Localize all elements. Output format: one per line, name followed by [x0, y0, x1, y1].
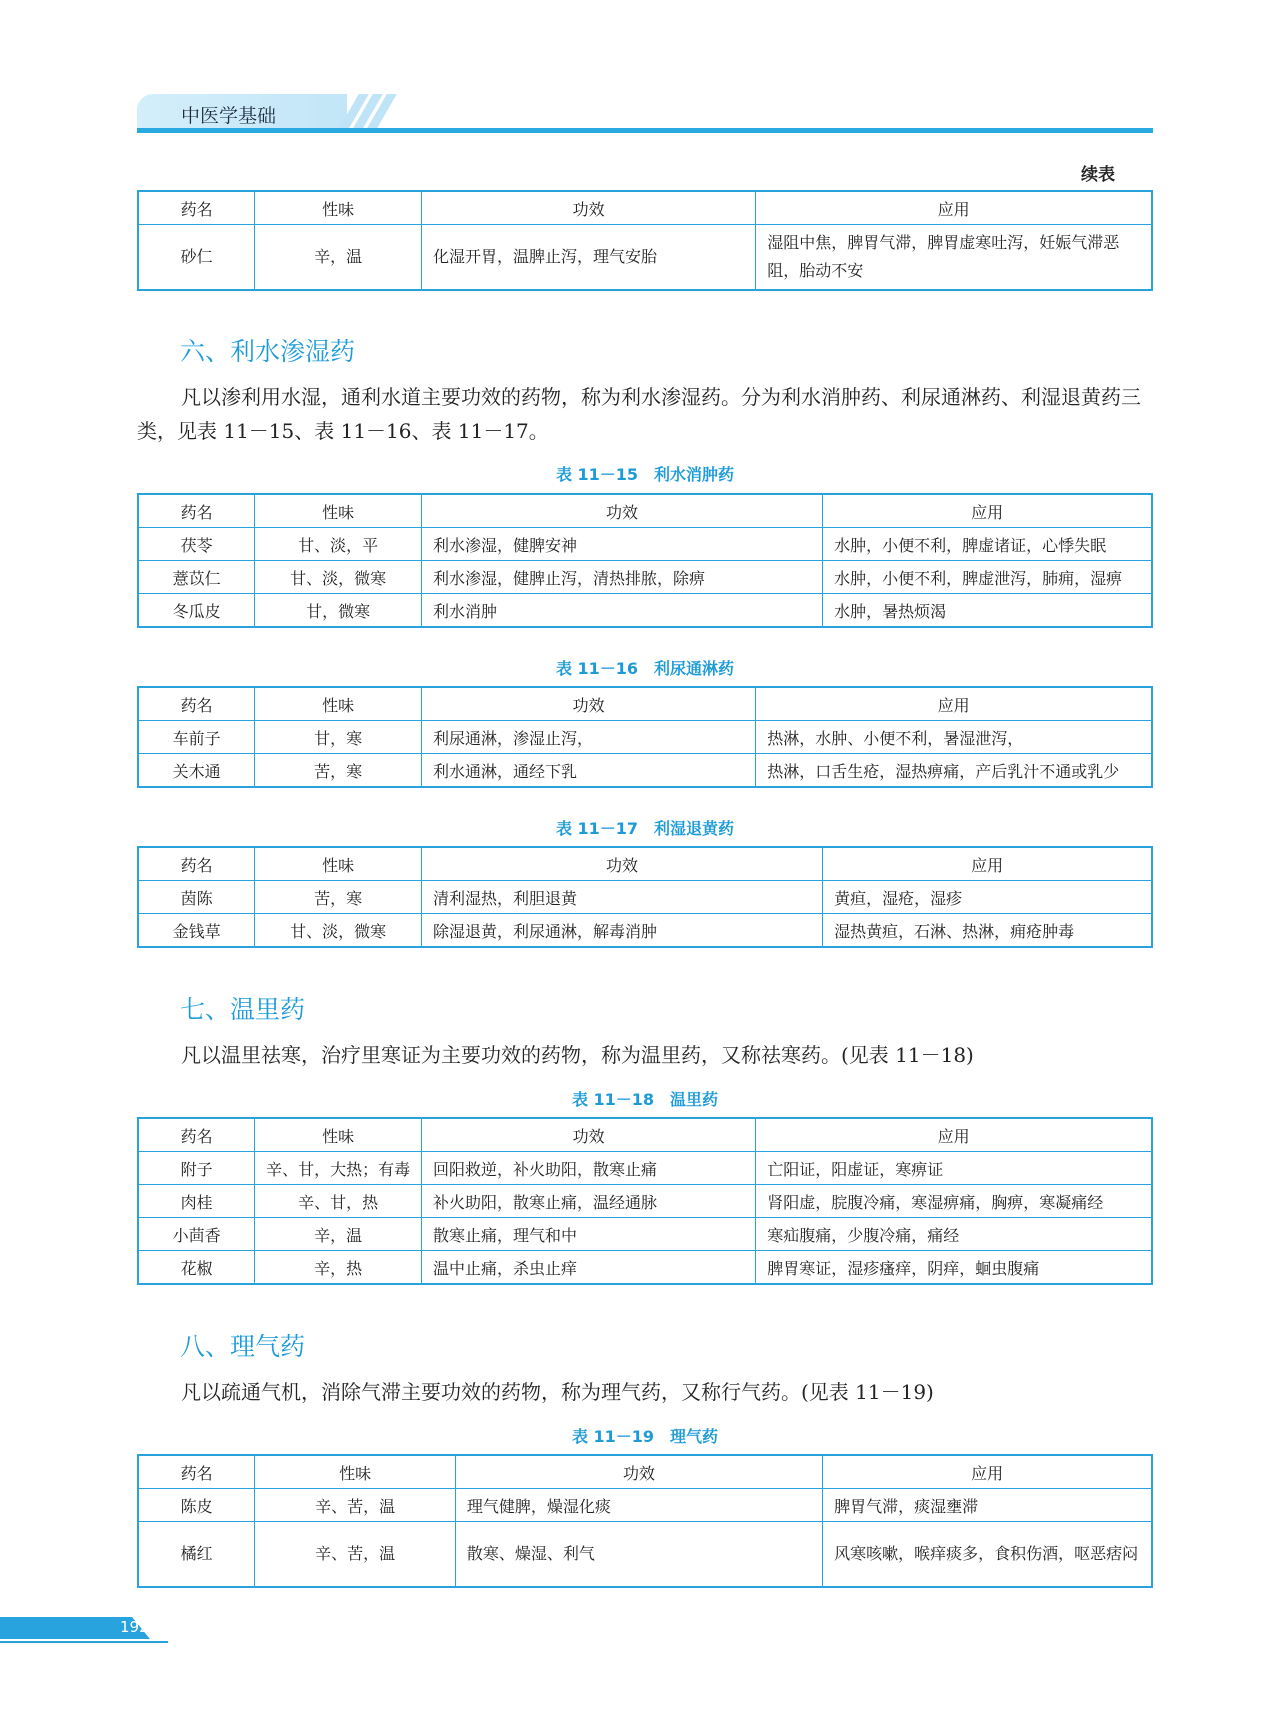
col-header-name: 药名 [138, 191, 255, 225]
table-row [138, 754, 1152, 788]
section-heading: 七、温里药 [180, 995, 306, 1024]
section-heading: 八、理气药 [180, 1332, 306, 1361]
section-paragraph: 凡以温里祛寒，治疗里寒证为主要功效的药物，称为温里药，又称祛寒药。(见表 11－18) [181, 1043, 974, 1067]
cell-name: 小茴香 [138, 1218, 255, 1251]
cell-nature: 辛、苦，温 [255, 1522, 456, 1588]
running-header [137, 94, 1153, 134]
cell-effect: 散寒、燥湿、利气 [455, 1522, 822, 1588]
cell-name: 陈皮 [138, 1489, 255, 1522]
table-row [138, 1185, 1152, 1218]
col-header-nature: 性味 [255, 847, 422, 881]
table-11-15 [137, 493, 1153, 628]
page-number: 192 [120, 1618, 149, 1636]
col-header-nature: 性味 [255, 494, 422, 528]
col-header-effect: 功效 [421, 687, 755, 721]
cell-effect: 利水渗湿，健脾安神 [421, 528, 822, 561]
page-number-tab [0, 1617, 160, 1639]
cell-nature: 甘、淡，平 [255, 528, 422, 561]
col-header-usage: 应用 [823, 847, 1152, 881]
cell-nature: 甘、淡，微寒 [255, 914, 422, 948]
page-number-rule [0, 1641, 168, 1643]
book-title: 中医学基础 [181, 105, 277, 127]
cell-effect: 利水渗湿，健脾止泻，清热排脓，除痹 [421, 561, 822, 594]
cell-usage: 湿热黄疸，石淋、热淋，痈疮肿毒 [823, 914, 1152, 948]
cell-name: 金钱草 [138, 914, 255, 948]
table-row [138, 1489, 1152, 1522]
cell-usage: 水肿，暑热烦渴 [823, 594, 1152, 628]
col-header-name: 药名 [138, 494, 255, 528]
col-header-effect: 功效 [455, 1455, 822, 1489]
cell-effect: 温中止痛，杀虫止痒 [421, 1251, 755, 1285]
cell-nature: 甘，微寒 [255, 594, 422, 628]
cell-usage: 湿阻中焦，脾胃气滞，脾胃虚寒吐泻，妊娠气滞恶阻，胎动不安 [756, 225, 1152, 291]
cell-name: 薏苡仁 [138, 561, 255, 594]
col-header-usage: 应用 [756, 687, 1152, 721]
table-header-row [138, 191, 1152, 225]
col-header-name: 药名 [138, 847, 255, 881]
table-row [138, 1218, 1152, 1251]
table-header-row [138, 847, 1152, 881]
table-caption: 表 11－19 理气药 [571, 1427, 719, 1446]
cell-name: 附子 [138, 1152, 255, 1185]
table-caption: 表 11－15 利水消肿药 [555, 465, 735, 484]
cell-usage: 水肿，小便不利，脾虚泄泻，肺痈，湿痹 [823, 561, 1152, 594]
cell-name: 肉桂 [138, 1185, 255, 1218]
table-row [138, 1251, 1152, 1285]
continued-label: 续表 [1081, 165, 1115, 185]
col-header-effect: 功效 [421, 1118, 755, 1152]
cell-name: 花椒 [138, 1251, 255, 1285]
cell-name: 车前子 [138, 721, 255, 754]
col-header-usage: 应用 [756, 191, 1152, 225]
cell-usage: 黄疸，湿疮，湿疹 [823, 881, 1152, 914]
cell-effect: 利尿通淋，渗湿止泻， [421, 721, 755, 754]
cell-effect: 利水消肿 [421, 594, 822, 628]
col-header-nature: 性味 [255, 191, 422, 225]
cell-effect: 清利湿热，利胆退黄 [421, 881, 822, 914]
header-rule [137, 128, 1153, 133]
cell-usage: 热淋，口舌生疮，湿热痹痛，产后乳汁不通或乳少 [756, 754, 1152, 788]
table-caption: 表 11－18 温里药 [571, 1090, 719, 1109]
table-11-16 [137, 686, 1153, 788]
cell-effect: 回阳救逆，补火助阳，散寒止痛 [421, 1152, 755, 1185]
cell-nature: 辛、甘，大热；有毒 [255, 1152, 422, 1185]
cell-nature: 辛、甘，热 [255, 1185, 422, 1218]
cell-nature: 辛，温 [255, 1218, 422, 1251]
table-row [138, 561, 1152, 594]
table-11-19 [137, 1454, 1153, 1588]
cell-usage: 脾胃寒证，湿疹瘙痒，阴痒，蛔虫腹痛 [756, 1251, 1152, 1285]
col-header-nature: 性味 [255, 687, 422, 721]
col-header-name: 药名 [138, 1118, 255, 1152]
table-row [138, 1522, 1152, 1588]
table-caption: 表 11－17 利湿退黄药 [555, 819, 735, 838]
cell-name: 关木通 [138, 754, 255, 788]
table-header-row [138, 1118, 1152, 1152]
col-header-effect: 功效 [421, 494, 822, 528]
col-header-usage: 应用 [823, 494, 1152, 528]
cell-nature: 苦，寒 [255, 754, 422, 788]
cell-name: 茵陈 [138, 881, 255, 914]
table-row [138, 914, 1152, 948]
cell-nature: 辛，热 [255, 1251, 422, 1285]
cell-usage: 脾胃气滞，痰湿壅滞 [823, 1489, 1152, 1522]
table-continued [137, 190, 1153, 291]
col-header-usage: 应用 [756, 1118, 1152, 1152]
cell-usage: 亡阳证，阳虚证，寒痹证 [756, 1152, 1152, 1185]
table-row [138, 1152, 1152, 1185]
table-header-row [138, 494, 1152, 528]
section-paragraph: 凡以渗利用水湿，通利水道主要功效的药物，称为利水渗湿药。分为利水消肿药、利尿通淋药、利湿退黄药三类，见表 11－15、表 11－16、表 11－17。 [137, 385, 1141, 443]
col-header-nature: 性味 [255, 1118, 422, 1152]
col-header-name: 药名 [138, 687, 255, 721]
table-caption: 表 11－16 利尿通淋药 [555, 659, 735, 678]
table-row [138, 594, 1152, 628]
cell-effect: 化湿开胃，温脾止泻，理气安胎 [421, 225, 755, 291]
table-row [138, 528, 1152, 561]
cell-effect: 利水通淋，通经下乳 [421, 754, 755, 788]
col-header-nature: 性味 [255, 1455, 456, 1489]
cell-usage: 热淋，水肿、小便不利，暑湿泄泻， [756, 721, 1152, 754]
section-paragraph: 凡以疏通气机，消除气滞主要功效的药物，称为理气药，又称行气药。(见表 11－19) [181, 1380, 934, 1404]
table-row [138, 721, 1152, 754]
cell-nature: 苦，寒 [255, 881, 422, 914]
cell-effect: 散寒止痛，理气和中 [421, 1218, 755, 1251]
table-row [138, 225, 1152, 291]
cell-usage: 寒疝腹痛，少腹冷痛，痛经 [756, 1218, 1152, 1251]
col-header-name: 药名 [138, 1455, 255, 1489]
cell-nature: 甘，寒 [255, 721, 422, 754]
cell-nature: 甘、淡，微寒 [255, 561, 422, 594]
table-header-row [138, 687, 1152, 721]
cell-name: 冬瓜皮 [138, 594, 255, 628]
section-heading: 六、利水渗湿药 [180, 337, 356, 366]
table-11-18 [137, 1117, 1153, 1285]
table-11-17 [137, 846, 1153, 948]
cell-nature: 辛、苦，温 [255, 1489, 456, 1522]
col-header-usage: 应用 [823, 1455, 1152, 1489]
cell-effect: 补火助阳，散寒止痛，温经通脉 [421, 1185, 755, 1218]
cell-nature: 辛，温 [255, 225, 422, 291]
cell-usage: 水肿，小便不利，脾虚诸证，心悸失眠 [823, 528, 1152, 561]
col-header-effect: 功效 [421, 847, 822, 881]
table-header-row [138, 1455, 1152, 1489]
col-header-effect: 功效 [421, 191, 755, 225]
cell-name: 橘红 [138, 1522, 255, 1588]
cell-usage: 风寒咳嗽，喉痒痰多，食积伤酒，呕恶痞闷 [823, 1522, 1152, 1588]
table-row [138, 881, 1152, 914]
cell-name: 茯苓 [138, 528, 255, 561]
cell-effect: 理气健脾，燥湿化痰 [455, 1489, 822, 1522]
cell-usage: 肾阳虚，脘腹冷痛，寒湿痹痛，胸痹，寒凝痛经 [756, 1185, 1152, 1218]
cell-effect: 除湿退黄，利尿通淋，解毒消肿 [421, 914, 822, 948]
cell-name: 砂仁 [138, 225, 255, 291]
